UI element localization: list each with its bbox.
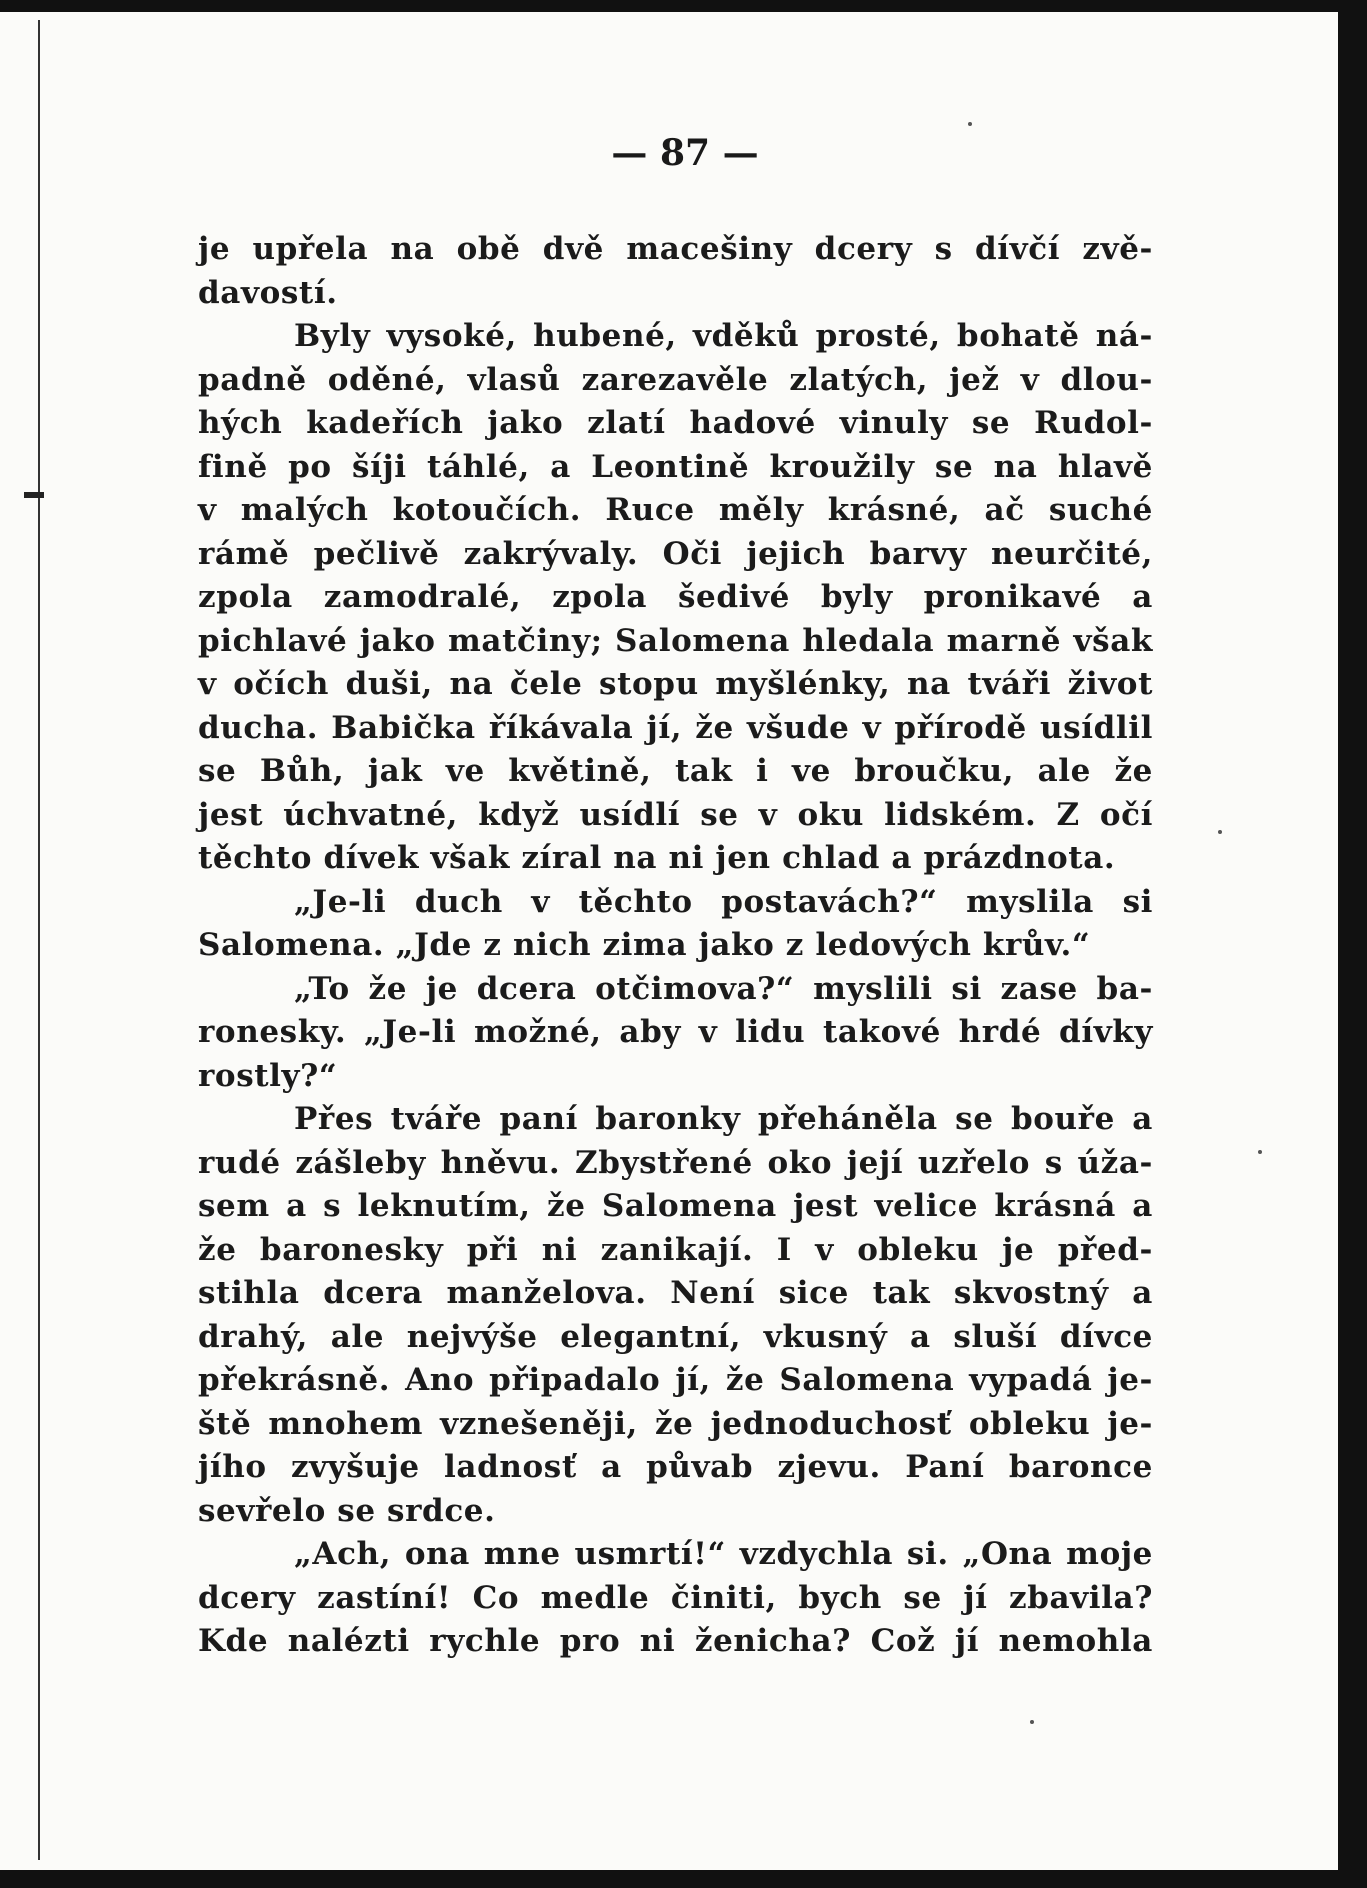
text-line: „Je-li duch v těchto postavách?“ myslila si bbox=[294, 883, 1153, 920]
scan-border-top bbox=[0, 0, 1367, 12]
text-line: rámě pečlivě zakrývaly. Oči jejich barvy neurčité, bbox=[198, 535, 1153, 572]
text-line: stihla dcera manželova. Není sice tak skvostný a bbox=[198, 1275, 1153, 1311]
text-line: sevřelo se srdce. bbox=[198, 1492, 496, 1529]
text-line: pichlavé jako matčiny; Salomena hledala marně však bbox=[198, 622, 1153, 659]
text-line: rudé zášleby hněvu. Zbystřené oko její uzřelo s úža- bbox=[198, 1144, 1153, 1181]
text-line: je upřela na obě dvě macešiny dcery s dívčí zvě- bbox=[198, 231, 1153, 267]
text-line: v malých kotoučích. Ruce měly krásné, ač suché bbox=[198, 492, 1153, 528]
text-line: hých kadeřích jako zlatí hadové vinuly se Rudol- bbox=[198, 405, 1153, 441]
text-line: dcery zastíní! Co medle činiti, bych se jí zbavila? bbox=[198, 1579, 1153, 1616]
text-line: sem a s leknutím, že Salomena jest velice krásná a bbox=[198, 1188, 1153, 1224]
text-line: padně oděné, vlasů zarezavěle zlatých, jež v dlou- bbox=[198, 361, 1153, 398]
text-line: ducha. Babička říkávala jí, že všude v přírodě usídlil bbox=[198, 709, 1153, 746]
scan-border-left bbox=[38, 20, 40, 1860]
text-line: drahý, ale nejvýše elegantní, vkusný a sluší dívce bbox=[198, 1318, 1153, 1355]
text-line: davostí. bbox=[198, 274, 338, 311]
text-line: v očích duši, na čele stopu myšlénky, na tváři život bbox=[198, 666, 1153, 702]
text-line: zpola zamodralé, zpola šedivé byly pronikavé a bbox=[198, 579, 1153, 615]
text-line: překrásně. Ano připadalo jí, že Salomena vypadá je- bbox=[198, 1362, 1153, 1398]
body-text bbox=[198, 228, 1153, 1664]
text-line: „To že je dcera otčimova?“ myslili si zase ba- bbox=[294, 970, 1153, 1007]
scan-border-right bbox=[1338, 0, 1367, 1888]
text-line: se Bůh, jak ve květině, tak i ve broučku, ale že bbox=[198, 753, 1153, 789]
text-line: Byly vysoké, hubené, vděků prosté, bohatě ná- bbox=[294, 318, 1153, 354]
scan-speck bbox=[1258, 1150, 1262, 1154]
text-line: těchto dívek však zíral na ni jen chlad a prázdnota. bbox=[198, 840, 1116, 876]
text-line: jest úchvatné, když usídlí se v oku lidském. Z očí bbox=[198, 796, 1153, 833]
text-line: ronesky. „Je-li možné, aby v lidu takové hrdé dívky bbox=[198, 1014, 1153, 1050]
text-line: že baronesky při ni zanikají. I v obleku je před- bbox=[198, 1231, 1153, 1268]
text-line: jího zvyšuje ladnosť a půvab zjevu. Paní baronce bbox=[198, 1449, 1153, 1485]
text-line: Kde nalézti rychle pro ni ženicha? Což jí nemohla bbox=[198, 1623, 1153, 1659]
scan-speck bbox=[968, 122, 972, 126]
text-line: ště mnohem vznešeněji, že jednoduchosť obleku je- bbox=[198, 1405, 1153, 1442]
text-line: „Ach, ona mne usmrtí!“ vzdychla si. „Ona moje bbox=[294, 1536, 1153, 1572]
scan-speck bbox=[1030, 1720, 1034, 1724]
scan-speck bbox=[1218, 830, 1222, 834]
scan-mark bbox=[24, 492, 44, 498]
text-line: Salomena. „Jde z nich zima jako z ledových krův.“ bbox=[198, 927, 1091, 963]
text-line: Přes tváře paní baronky přeháněla se bouře a bbox=[294, 1101, 1153, 1137]
page-number: — 87 — bbox=[611, 132, 759, 174]
text-line: rostly?“ bbox=[198, 1057, 338, 1094]
scan-border-bottom bbox=[0, 1870, 1367, 1888]
text-line: fině po šíji táhlé, a Leontině kroužily se na hlavě bbox=[198, 448, 1153, 485]
